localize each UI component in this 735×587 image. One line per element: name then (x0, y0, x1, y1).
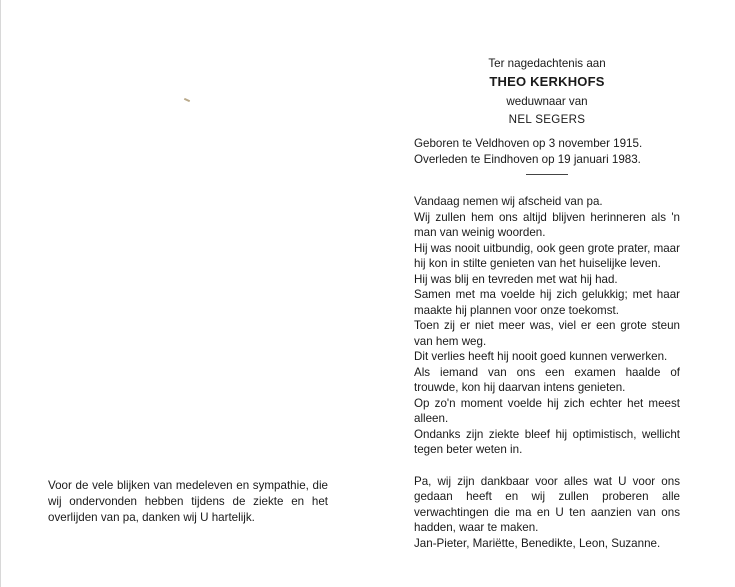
remembrance-paragraph: Vandaag nemen wij afscheid van pa. (414, 195, 603, 208)
remembrance-text (414, 194, 680, 458)
remembrance-paragraph: Hij was nooit uitbundig, ook geen grote prater, maar hij kon in stilte genieten van het huiselijke leven. (414, 241, 680, 270)
remembrance-paragraph: Dit verlies heeft hij nooit goed kunnen verwerken. (414, 350, 668, 363)
remembrance-paragraph: Op zo'n moment voelde hij zich echter het meest alleen. (414, 396, 680, 425)
paper-speck (184, 98, 190, 102)
closing-block (414, 474, 680, 552)
life-dates (414, 136, 680, 167)
signers: Jan-Pieter, Mariëtte, Benedikte, Leon, Suzanne. (414, 536, 661, 550)
remembrance-paragraph: Wij zullen hem ons altijd blijven herinneren als 'n man van weinig woorden. (414, 210, 680, 239)
death-line: Overleden te Eindhoven op 19 januari 1983. (414, 152, 641, 166)
right-panel (414, 56, 680, 551)
widow-of-label: weduwnaar van (506, 95, 588, 108)
remembrance-paragraph: Ondanks zijn ziekte bleef hij optimistisch, wellicht tegen beter weten in. (414, 427, 680, 456)
spouse-name: NEL SEGERS (508, 113, 586, 126)
closing-text: Pa, wij zijn dankbaar voor alles wat U voor ons gedaan heeft en wij zullen proberen alle verwachtingen die ma en U ten aanzien van ons hadden, waar te maken. (414, 474, 680, 534)
left-panel (48, 478, 328, 526)
remembrance-paragraph: Hij was blij en tevreden met wat hij had. (414, 272, 618, 286)
divider-line (526, 174, 568, 175)
birth-line: Geboren te Veldhoven op 3 november 1915. (414, 137, 643, 150)
remembrance-paragraph: Toen zij er niet meer was, viel er een grote steun van hem weg. (414, 319, 680, 348)
deceased-name: THEO KERKHOFS (489, 74, 605, 89)
remembrance-paragraph: Als iemand van ons een examen haalde of trouwde, kon hij daarvan intens genieten. (414, 365, 680, 394)
memorial-intro: Ter nagedachtenis aan (488, 57, 606, 70)
thanks-text: Voor de vele blijken van medeleven en sympathie, die wij ondervonden hebben tijdens de ziekte en het overlijden van pa, danken wij U hartelijk. (48, 479, 328, 524)
remembrance-paragraph: Samen met ma voelde hij zich gelukkig; met haar maakte hij plannen voor onze toekomst. (414, 288, 680, 317)
